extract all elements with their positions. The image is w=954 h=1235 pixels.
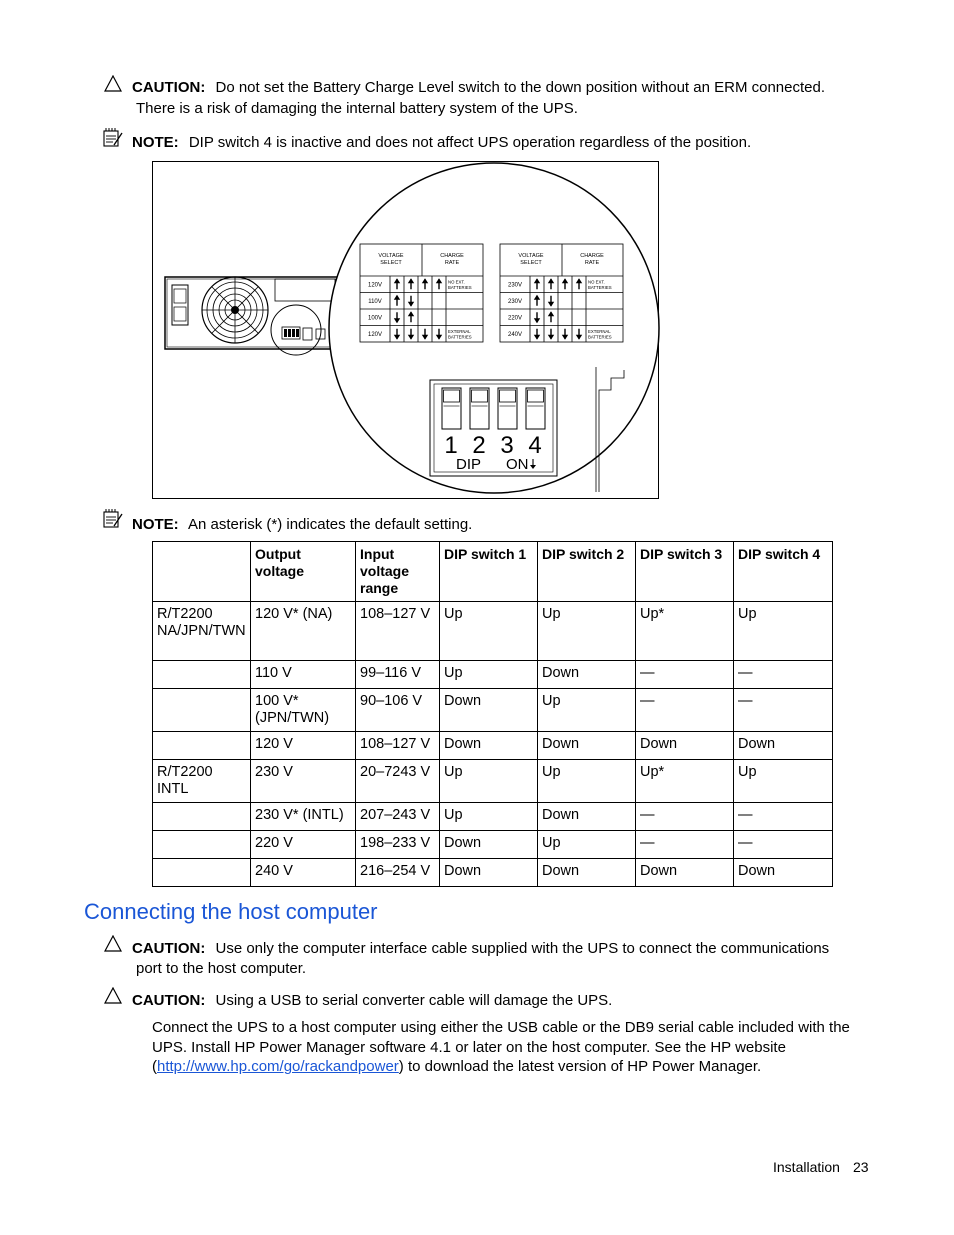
table-header-cell: Input voltage range: [356, 542, 440, 602]
voltage-value: 220V: [507, 315, 523, 322]
table-cell: 99–116 V: [356, 661, 440, 689]
table-cell: Down: [440, 859, 538, 887]
table-cell: 110 V: [251, 661, 356, 689]
caution-notice: [132, 78, 872, 98]
table-cell: —: [636, 661, 734, 689]
charge-rate-header: CHARGE: [580, 253, 604, 259]
battery-note: NO EXT.: [588, 279, 605, 285]
charge-rate-header: RATE: [584, 260, 600, 266]
table-cell: —: [734, 661, 833, 689]
page-number: 23: [853, 1159, 869, 1175]
table-cell: Up*: [636, 602, 734, 661]
table-header-cell: [153, 542, 251, 602]
table-header-cell: DIP switch 2: [538, 542, 636, 602]
dip-switch-diagram: [153, 162, 660, 500]
table-cell: 90–106 V: [356, 689, 440, 732]
paragraph-text: Connect the UPS to a host computer using either the USB cable or the DB9 serial cable included with the UPS. Install HP Power Manager software 4.1 or later on the host computer. See the HP website (: [152, 1019, 850, 1075]
note-icon: [101, 127, 123, 149]
table-cell: 230 V* (INTL): [251, 803, 356, 831]
table-cell: Up: [734, 760, 833, 803]
table-cell: —: [734, 689, 833, 732]
caution-notice: [132, 939, 872, 959]
voltage-value: 120V: [367, 282, 383, 289]
table-cell: [153, 661, 251, 689]
caution-text: Using a USB to serial converter cable will damage the UPS.: [215, 992, 613, 1009]
battery-note: EXTERNAL: [588, 328, 611, 334]
table-cell: R/T2200 NA/JPN/TWN: [153, 602, 251, 661]
fan-icon: [202, 277, 268, 343]
table-cell: 220 V: [251, 831, 356, 859]
voltage-value: 230V: [507, 298, 523, 305]
voltage-value: 240V: [507, 331, 523, 338]
table-cell: 216–254 V: [356, 859, 440, 887]
table-cell: 240 V: [251, 859, 356, 887]
footer-section-name: Installation: [773, 1159, 840, 1175]
voltage-select-header: VOLTAGE: [378, 253, 404, 259]
table-cell: Up: [734, 602, 833, 661]
caution-triangle-icon: [104, 987, 122, 1005]
table-cell: Up: [538, 831, 636, 859]
caution-text: Use only the computer interface cable supplied with the UPS to connect the communications: [215, 940, 830, 957]
voltage-select-header: SELECT: [380, 260, 402, 266]
caution-label: CAUTION:: [132, 992, 206, 1009]
dip-switch-figure: [152, 161, 659, 499]
voltage-panel-230v: [500, 244, 623, 342]
table-cell: Down: [538, 661, 636, 689]
note-notice: [132, 133, 872, 153]
section-heading: Connecting the host computer: [84, 899, 378, 924]
dip-label: DIP: [456, 456, 482, 473]
table-cell: Up: [538, 689, 636, 732]
voltage-value: 100V: [367, 315, 383, 322]
table-cell: Up: [440, 803, 538, 831]
voltage-panel-120v: [360, 244, 483, 342]
table-cell: Up*: [636, 760, 734, 803]
note-label: NOTE:: [132, 134, 179, 151]
dip-switch-table: [152, 541, 833, 887]
table-cell: Down: [636, 732, 734, 760]
table-cell: [153, 803, 251, 831]
caution-label: CAUTION:: [132, 79, 206, 96]
table-cell: Down: [734, 732, 833, 760]
table-cell: [153, 732, 251, 760]
caution-text-continued: port to the host computer.: [136, 960, 307, 977]
table-cell: Up: [440, 602, 538, 661]
voltage-select-header: VOLTAGE: [518, 253, 544, 259]
table-header-row: [153, 542, 833, 602]
note-icon: [101, 508, 123, 530]
table-cell: 108–127 V: [356, 732, 440, 760]
table-row: [153, 831, 833, 859]
table-cell: 120 V* (NA): [251, 602, 356, 661]
switch-number: 2: [472, 432, 486, 459]
caution-notice: [132, 991, 872, 1011]
body-paragraph: [152, 1018, 864, 1077]
voltage-value: 110V: [368, 298, 382, 305]
table-cell: Up: [440, 661, 538, 689]
table-header-cell: DIP switch 3: [636, 542, 734, 602]
table-header-cell: DIP switch 1: [440, 542, 538, 602]
table-cell: Up: [440, 760, 538, 803]
hp-website-link[interactable]: http://www.hp.com/go/rackandpower: [157, 1058, 399, 1075]
table-cell: —: [734, 803, 833, 831]
caution-label: CAUTION:: [132, 940, 206, 957]
table-cell: 100 V* (JPN/TWN): [251, 689, 356, 732]
table-cell: —: [636, 803, 734, 831]
table-row: [153, 689, 833, 732]
battery-note: BATTERIES: [588, 334, 612, 340]
table-cell: 108–127 V: [356, 602, 440, 661]
table-cell: [153, 859, 251, 887]
table-cell: —: [734, 831, 833, 859]
table-cell: Up: [538, 760, 636, 803]
table-row: [153, 803, 833, 831]
table-header-cell: DIP switch 4: [734, 542, 833, 602]
battery-note: EXTERNAL: [448, 328, 471, 334]
voltage-select-header: SELECT: [520, 260, 542, 266]
note-label: NOTE:: [132, 516, 179, 533]
charge-rate-header: RATE: [444, 260, 460, 266]
caution-triangle-icon: [104, 75, 122, 93]
table-row: [153, 732, 833, 760]
switch-number: 4: [528, 432, 542, 459]
table-header-cell: Output voltage: [251, 542, 356, 602]
table-cell: Down: [538, 732, 636, 760]
switch-number: 3: [500, 432, 514, 459]
table-cell: R/T2200 INTL: [153, 760, 251, 803]
table-cell: Down: [636, 859, 734, 887]
table-cell: 120 V: [251, 732, 356, 760]
table-cell: Down: [440, 732, 538, 760]
table-cell: Down: [538, 803, 636, 831]
table-cell: 207–243 V: [356, 803, 440, 831]
table-cell: Down: [734, 859, 833, 887]
table-cell: 198–233 V: [356, 831, 440, 859]
voltage-value: 120V: [367, 331, 383, 338]
table-cell: —: [636, 831, 734, 859]
battery-note: BATTERIES: [448, 284, 472, 290]
table-cell: [153, 689, 251, 732]
caution-triangle-icon: [104, 935, 122, 953]
table-cell: 230 V: [251, 760, 356, 803]
battery-note: BATTERIES: [448, 334, 472, 340]
table-cell: Up: [538, 602, 636, 661]
note-text: An asterisk (*) indicates the default setting.: [188, 516, 473, 533]
battery-note: NO EXT.: [448, 279, 465, 285]
table-cell: —: [636, 689, 734, 732]
table-cell: Down: [538, 859, 636, 887]
note-text: DIP switch 4 is inactive and does not affect UPS operation regardless of the position.: [188, 134, 752, 151]
caution-text-continued: There is a risk of damaging the internal battery system of the UPS.: [136, 100, 578, 117]
table-row: [153, 602, 833, 661]
charge-rate-header: CHARGE: [440, 253, 464, 259]
battery-note: BATTERIES: [588, 284, 612, 290]
table-row: [153, 661, 833, 689]
table-cell: 20–7243 V: [356, 760, 440, 803]
table-row: [153, 760, 833, 803]
voltage-value: 230V: [507, 282, 523, 289]
table-cell: Down: [440, 831, 538, 859]
switch-number: 1: [444, 432, 458, 459]
dip-switch-block: [430, 380, 557, 476]
table-cell: [153, 831, 251, 859]
table-row: [153, 859, 833, 887]
note-notice: [132, 515, 872, 535]
table-cell: Down: [440, 689, 538, 732]
on-label: ON: [506, 456, 529, 473]
caution-text: Do not set the Battery Charge Level switch to the down position without an ERM connected.: [215, 79, 826, 96]
paragraph-text: ) to download the latest version of HP Power Manager.: [398, 1058, 762, 1075]
